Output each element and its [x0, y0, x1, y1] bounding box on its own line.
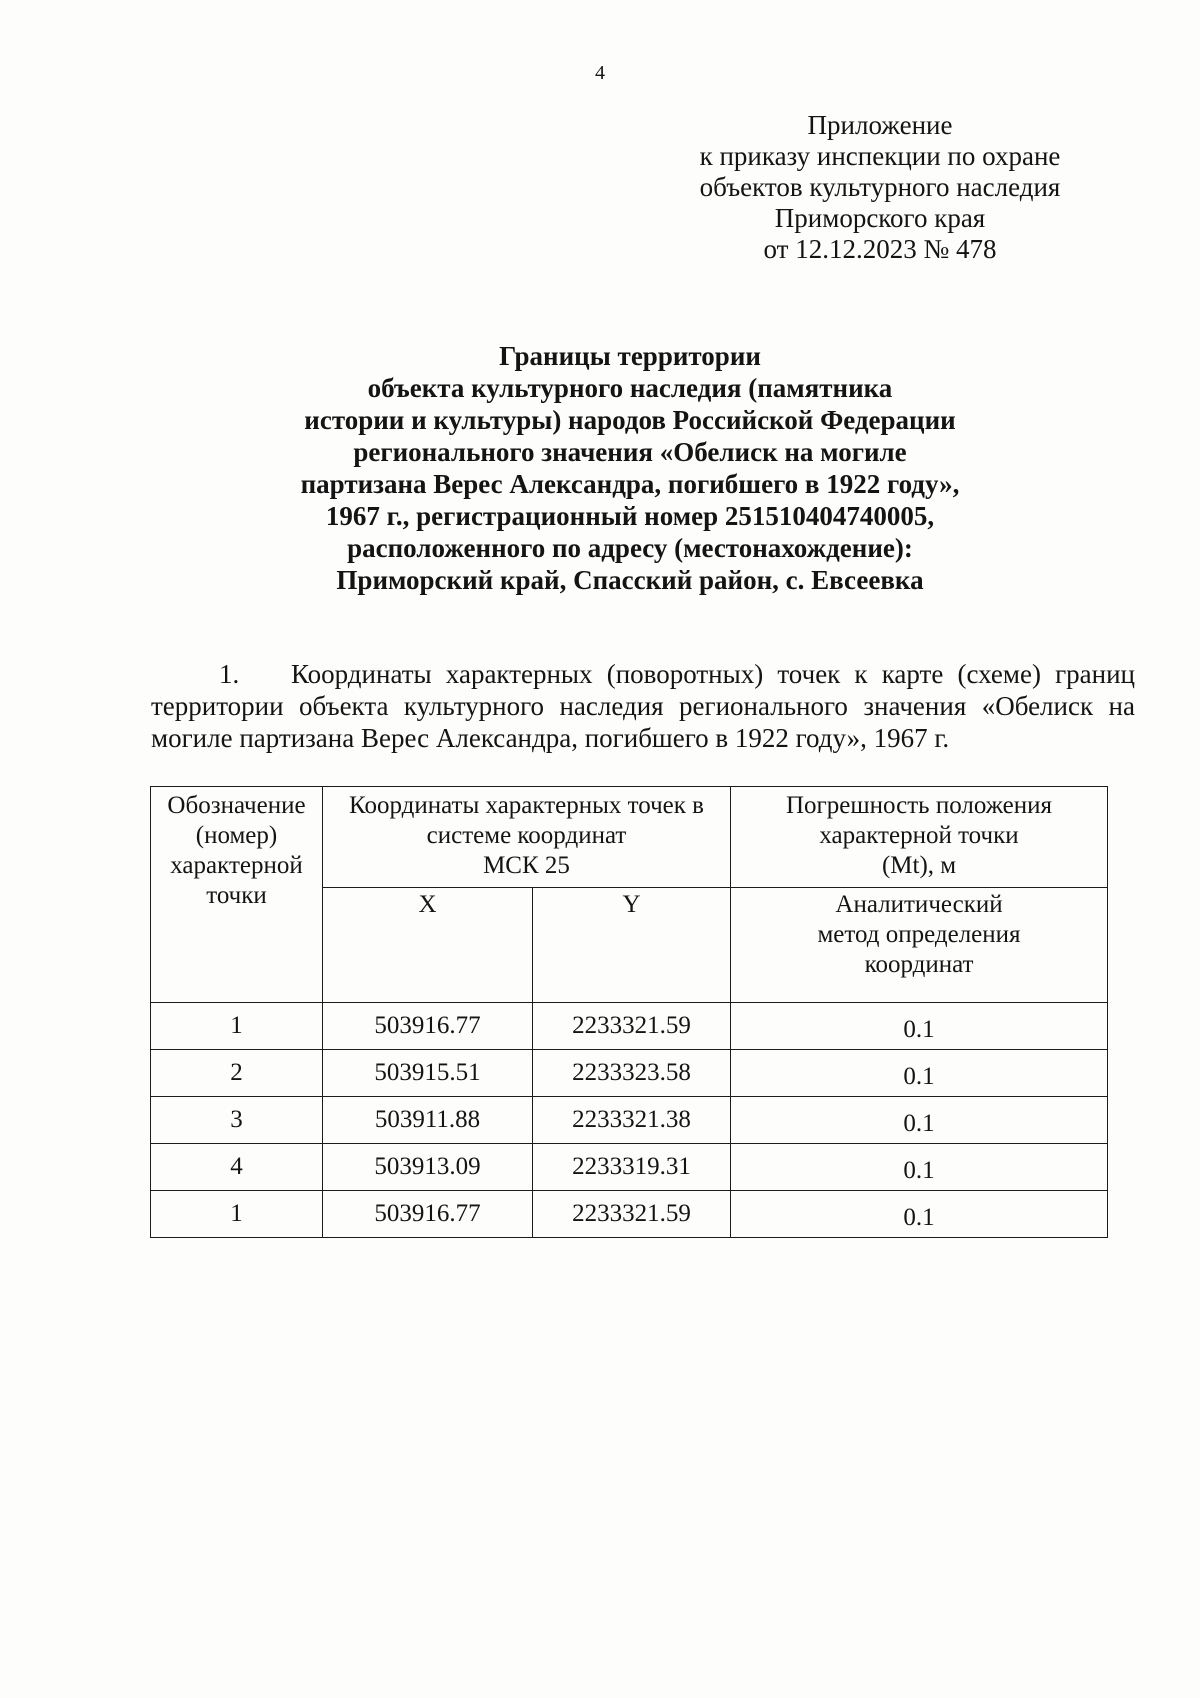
- cell-mt: 0.1: [731, 1144, 1108, 1191]
- table-row: [151, 1144, 1108, 1191]
- appendix-line: от 12.12.2023 № 478: [763, 234, 997, 264]
- header-point-designation: [151, 787, 323, 1003]
- table-row: [151, 1050, 1108, 1097]
- title-line: расположенного по адресу (местонахождение):: [347, 533, 913, 563]
- header-line: координат: [864, 951, 974, 978]
- header-line: (номер): [195, 822, 278, 849]
- table-row: [151, 1191, 1108, 1238]
- cell-point: 1: [151, 1003, 323, 1050]
- table-row: [151, 1097, 1108, 1144]
- title-line: Приморский край, Спасский район, с. Евсеевка: [336, 565, 924, 595]
- title-line: регионального значения «Обелиск на могиле: [353, 437, 907, 467]
- header-line: (Mt), м: [881, 852, 957, 879]
- cell-x: 503916.77: [323, 1003, 533, 1050]
- title-line: Границы территории: [499, 341, 761, 371]
- header-line: Погрешность положения: [786, 792, 1053, 819]
- paragraph-text: Координаты характерных (поворотных) точек к карте (схеме) границ территории объекта культурного наследия регионального значения «Обелиск на могиле партизана Верес Александра, погибшего в 1922 году», 1967 г.: [151, 659, 1135, 753]
- paragraph-number: 1.: [219, 659, 240, 689]
- cell-mt: 0.1: [731, 1050, 1108, 1097]
- appendix-header: [660, 110, 1100, 265]
- appendix-line: Приложение: [807, 110, 953, 140]
- title-line: партизана Верес Александра, погибшего в 1922 году»,: [300, 469, 960, 499]
- cell-x: 503915.51: [323, 1050, 533, 1097]
- appendix-line: объектов культурного наследия: [699, 172, 1061, 202]
- header-method: [731, 888, 1108, 1003]
- cell-x: 503916.77: [323, 1191, 533, 1238]
- title-line: 1967 г., регистрационный номер 251510404740005,: [325, 501, 935, 531]
- header-line: Аналитический: [835, 891, 1003, 918]
- paragraph-1: [151, 658, 1135, 754]
- cell-mt: 0.1: [731, 1191, 1108, 1238]
- header-y: Y: [533, 888, 731, 1003]
- header-line: метод определения: [817, 921, 1021, 948]
- cell-y: 2233321.59: [533, 1191, 731, 1238]
- appendix-line: к приказу инспекции по охране: [699, 141, 1061, 171]
- header-line: характерной: [170, 852, 303, 879]
- table-row: [151, 1003, 1108, 1050]
- coordinates-table: [150, 786, 1108, 1238]
- cell-y: 2233321.38: [533, 1097, 731, 1144]
- table-header-row: [151, 787, 1108, 888]
- cell-x: 503911.88: [323, 1097, 533, 1144]
- title-line: истории и культуры) народов Российской Федерации: [304, 405, 956, 435]
- cell-point: 2: [151, 1050, 323, 1097]
- title-line: объекта культурного наследия (памятника: [367, 373, 893, 403]
- cell-mt: 0.1: [731, 1097, 1108, 1144]
- header-line: МСК 25: [483, 852, 570, 879]
- header-error: [731, 787, 1108, 888]
- cell-mt: 0.1: [731, 1003, 1108, 1050]
- header-line: характерной точки: [819, 822, 1019, 849]
- document-title: [150, 340, 1110, 596]
- cell-x: 503913.09: [323, 1144, 533, 1191]
- cell-y: 2233323.58: [533, 1050, 731, 1097]
- header-line: Координаты характерных точек в: [349, 792, 704, 819]
- header-line: Обозначение: [167, 792, 306, 819]
- header-coordinates: [323, 787, 731, 888]
- header-line: точки: [206, 882, 267, 909]
- header-x: X: [323, 888, 533, 1003]
- cell-y: 2233319.31: [533, 1144, 731, 1191]
- appendix-line: Приморского края: [774, 203, 986, 233]
- cell-point: 4: [151, 1144, 323, 1191]
- cell-point: 3: [151, 1097, 323, 1144]
- page-number: 4: [595, 62, 605, 84]
- cell-y: 2233321.59: [533, 1003, 731, 1050]
- header-line: системе координат: [426, 822, 627, 849]
- cell-point: 1: [151, 1191, 323, 1238]
